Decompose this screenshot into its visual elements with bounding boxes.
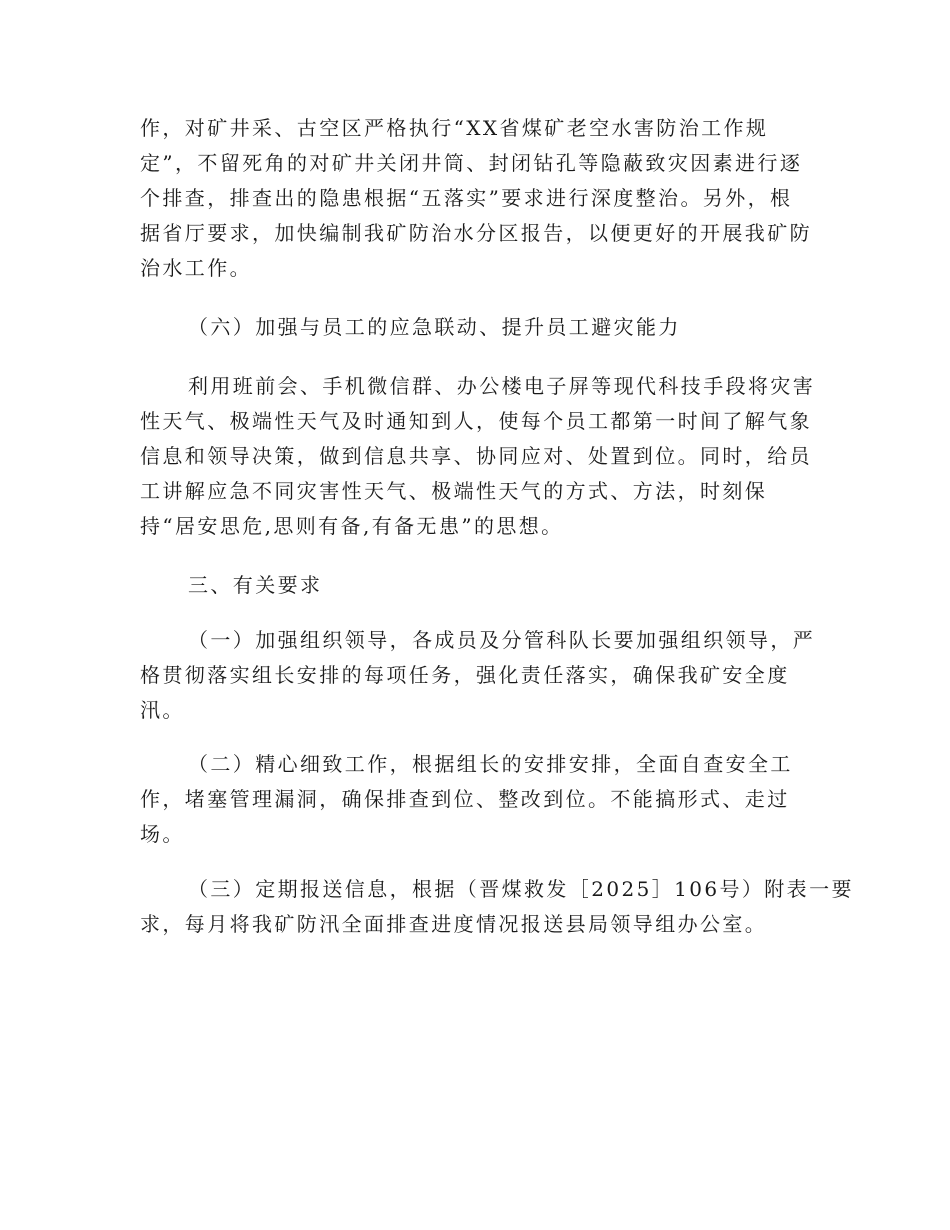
paragraph-line: 作，堵塞管理漏洞，确保排查到位、整改到位。不能搞形式、走过 [140, 787, 790, 811]
paragraph-line: （三）定期报送信息，根据（晋煤救发［2025］106号）附表一要 [188, 877, 854, 901]
paragraph-line: 信息和领导决策，做到信息共享、协同应对、处置到位。同时，给员 [140, 444, 812, 468]
paragraph-line: 场。 [140, 822, 185, 846]
paragraph-line: （一）加强组织领导，各成员及分管科队长要加强组织领导，严 [188, 628, 816, 652]
paragraph-line: 定”，不留死角的对矿井关闭井筒、封闭钻孔等隐蔽致灾因素进行逐 [140, 151, 803, 175]
paragraph-line: 格贯彻落实组长安排的每项任务，强化责任落实，确保我矿安全度 [140, 663, 790, 687]
paragraph-line: 作，对矿井采、古空区严格执行“XX省煤矿老空水害防治工作规 [140, 116, 769, 140]
paragraph-line: 汛。 [140, 698, 185, 722]
section-heading-requirements: 三、有关要求 [188, 573, 323, 597]
paragraph-line: 求，每月将我矿防汛全面排查进度情况报送县局领导组办公室。 [140, 912, 768, 936]
paragraph-line: 利用班前会、手机微信群、办公楼电子屏等现代科技手段将灾害 [188, 374, 816, 398]
paragraph-line: 工讲解应急不同灾害性天气、极端性天气的方式、方法，时刻保 [140, 479, 768, 503]
paragraph-line: 持“居安思危,思则有备,有备无患”的思想。 [140, 514, 564, 538]
paragraph-line: 据省厅要求，加快编制我矿防治水分区报告，以便更好的开展我矿防 [140, 221, 812, 245]
section-heading-six: （六）加强与员工的应急联动、提升员工避灾能力 [188, 315, 681, 339]
paragraph-line: （二）精心细致工作，根据组长的安排安排，全面自查安全工 [188, 752, 793, 776]
paragraph-line: 治水工作。 [140, 256, 252, 280]
paragraph-line: 个排查，排查出的隐患根据“五落实”要求进行深度整治。另外，根 [140, 186, 793, 210]
paragraph-line: 性天气、极端性天气及时通知到人，使每个员工都第一时间了解气象 [140, 409, 812, 433]
